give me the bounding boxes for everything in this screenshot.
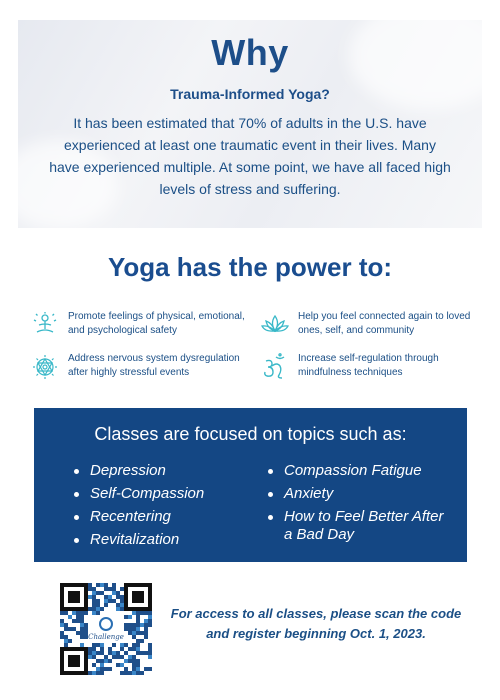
benefit-text: Address nervous system dysregulation after highly stressful events (68, 353, 240, 378)
qr-module (140, 623, 144, 627)
topic-item: Self-Compassion (72, 485, 252, 503)
qr-module (64, 643, 68, 647)
qr-module (64, 611, 68, 615)
qr-module (132, 611, 136, 615)
qr-code-image[interactable] (60, 583, 152, 675)
topic-list-left (72, 462, 252, 554)
qr-module (72, 611, 76, 615)
qr-module (140, 671, 144, 675)
qr-finder-center (132, 591, 144, 603)
qr-module (112, 651, 116, 655)
qr-module (128, 627, 132, 631)
qr-module (68, 639, 72, 643)
qr-module (60, 623, 64, 627)
topic-item: Revitalization (72, 531, 252, 549)
qr-module (88, 671, 92, 675)
qr-module (72, 627, 76, 631)
qr-module (80, 631, 84, 635)
qr-module (92, 599, 96, 603)
qr-module (124, 667, 128, 671)
qr-module (116, 651, 120, 655)
qr-module (120, 599, 124, 603)
qr-module (116, 603, 120, 607)
qr-module (112, 643, 116, 647)
qr-module (148, 655, 152, 659)
qr-module (124, 623, 128, 627)
qr-module (116, 591, 120, 595)
qr-module (112, 591, 116, 595)
qr-module (80, 619, 84, 623)
topic-item: Depression (72, 462, 252, 480)
qr-module (120, 595, 124, 599)
qr-module (108, 647, 112, 651)
qr-module (96, 603, 100, 607)
qr-module (76, 619, 80, 623)
qr-module (132, 643, 136, 647)
qr-module (80, 635, 84, 639)
qr-module (100, 651, 104, 655)
qr-module (112, 583, 116, 587)
qr-module (80, 623, 84, 627)
qr-module (136, 639, 140, 643)
qr-module (96, 583, 100, 587)
qr-module (112, 587, 116, 591)
qr-module (136, 651, 140, 655)
qr-module (136, 623, 140, 627)
qr-module (132, 671, 136, 675)
benefit-item-connection (260, 310, 470, 344)
qr-module (116, 663, 120, 667)
qr-module (96, 591, 100, 595)
qr-module (88, 583, 92, 587)
qr-module (140, 651, 144, 655)
qr-module (132, 635, 136, 639)
qr-module (120, 663, 124, 667)
qr-module (124, 651, 128, 655)
topic-item: How to Feel Better After a Bad Day (266, 508, 456, 544)
qr-module (120, 607, 124, 611)
power-heading: Yoga has the power to: (107, 252, 393, 282)
qr-module (108, 667, 112, 671)
meditation-person-icon (30, 310, 60, 340)
qr-module (100, 643, 104, 647)
qr-module (72, 619, 76, 623)
qr-module (96, 611, 100, 615)
qr-module (148, 611, 152, 615)
qr-module (100, 671, 104, 675)
classes-panel (34, 408, 467, 562)
qr-module (124, 659, 128, 663)
qr-module (136, 631, 140, 635)
qr-module (80, 643, 84, 647)
qr-module (128, 631, 132, 635)
qr-module (148, 615, 152, 619)
qr-module (104, 603, 108, 607)
qr-module (124, 643, 128, 647)
qr-module (60, 611, 64, 615)
qr-module (148, 623, 152, 627)
qr-module (92, 647, 96, 651)
qr-module (116, 607, 120, 611)
qr-module (132, 667, 136, 671)
hero-body-text: It has been estimated that 70% of adults in the U.S. have experienced at least one traumatic event in their lives. Many have experienced multiple. At some point, we have all faced high levels of stress and suffering. (49, 115, 451, 197)
qr-module (60, 619, 64, 623)
qr-module (80, 615, 84, 619)
qr-module (92, 595, 96, 599)
qr-module (120, 655, 124, 659)
benefit-item-nervous-system (30, 352, 240, 386)
qr-module (104, 655, 108, 659)
qr-module (140, 639, 144, 643)
qr-module (120, 671, 124, 675)
qr-module (92, 591, 96, 595)
qr-module (92, 607, 96, 611)
qr-module (132, 663, 136, 667)
qr-module (88, 595, 92, 599)
qr-module (132, 631, 136, 635)
qr-module (76, 611, 80, 615)
qr-module (124, 671, 128, 675)
chakra-icon (30, 352, 60, 382)
qr-module (132, 627, 136, 631)
qr-module (108, 659, 112, 663)
qr-module (104, 595, 108, 599)
qr-module (92, 603, 96, 607)
qr-module (104, 599, 108, 603)
qr-module (136, 663, 140, 667)
qr-module (132, 659, 136, 663)
qr-module (64, 639, 68, 643)
qr-module (128, 623, 132, 627)
qr-module (104, 659, 108, 663)
qr-module (92, 663, 96, 667)
qr-module (128, 647, 132, 651)
qr-module (104, 667, 108, 671)
qr-module (144, 651, 148, 655)
benefit-text: Help you feel connected again to loved ones, self, and community (298, 311, 471, 336)
qr-module (136, 647, 140, 651)
qr-module (96, 667, 100, 671)
qr-module (100, 667, 104, 671)
qr-module (96, 607, 100, 611)
qr-module (96, 671, 100, 675)
qr-module (136, 671, 140, 675)
benefit-item-safety (30, 310, 245, 344)
lotus-icon (260, 310, 290, 340)
qr-module (68, 615, 72, 619)
benefit-item-self-regulation (260, 352, 470, 386)
qr-module (88, 607, 92, 611)
topic-item: Compassion Fatigue (266, 462, 456, 480)
qr-module (148, 643, 152, 647)
qr-module (136, 659, 140, 663)
qr-module (108, 587, 112, 591)
qr-module (128, 655, 132, 659)
qr-module (144, 635, 148, 639)
qr-module (88, 587, 92, 591)
qr-module (84, 623, 88, 627)
qr-finder-center (68, 591, 80, 603)
qr-module (100, 663, 104, 667)
qr-module (108, 595, 112, 599)
qr-module (100, 591, 104, 595)
qr-module (60, 635, 64, 639)
qr-module (112, 599, 116, 603)
qr-module (128, 615, 132, 619)
qr-module (64, 623, 68, 627)
qr-module (104, 587, 108, 591)
qr-module (144, 631, 148, 635)
qr-module (136, 667, 140, 671)
qr-module (144, 623, 148, 627)
qr-module (124, 627, 128, 631)
qr-module (116, 595, 120, 599)
qr-module (112, 655, 116, 659)
qr-module (96, 659, 100, 663)
qr-module (148, 619, 152, 623)
qr-module (136, 615, 140, 619)
qr-module (120, 603, 124, 607)
qr-module (96, 599, 100, 603)
qr-module (84, 627, 88, 631)
qr-module (68, 627, 72, 631)
benefit-text: Promote feelings of physical, emotional, and psychological safety (68, 311, 245, 336)
qr-module (132, 623, 136, 627)
qr-module (80, 627, 84, 631)
qr-module (92, 611, 96, 615)
registration-qr-code[interactable] (60, 583, 152, 675)
access-instructions: For access to all classes, please scan the code and register beginning Oct. 1, 2023. (170, 606, 462, 641)
qr-module (88, 647, 92, 651)
hero-subtitle: Trauma-Informed Yoga? (170, 86, 330, 102)
qr-module (96, 651, 100, 655)
qr-module (104, 583, 108, 587)
qr-module (100, 659, 104, 663)
qr-module (92, 587, 96, 591)
qr-module (76, 631, 80, 635)
qr-module (92, 655, 96, 659)
qr-module (148, 667, 152, 671)
qr-module (108, 599, 112, 603)
qr-module (64, 627, 68, 631)
hero-title: Why (211, 32, 289, 73)
qr-module (120, 643, 124, 647)
qr-module (148, 651, 152, 655)
qr-module (84, 611, 88, 615)
qr-module (128, 659, 132, 663)
qr-module (108, 651, 112, 655)
classes-heading: Classes are focused on topics such as: (94, 424, 407, 444)
qr-module (132, 655, 136, 659)
topic-item: Recentering (72, 508, 252, 526)
qr-module (144, 627, 148, 631)
qr-module (92, 643, 96, 647)
benefit-text: Increase self-regulation through mindfulness techniques (298, 353, 439, 378)
qr-module (76, 615, 80, 619)
qr-module (144, 667, 148, 671)
qr-module (124, 615, 128, 619)
qr-module (136, 619, 140, 623)
qr-module (100, 647, 104, 651)
qr-module (144, 619, 148, 623)
qr-module (120, 647, 124, 651)
qr-finder-center (68, 655, 80, 667)
topic-item: Anxiety (266, 485, 456, 503)
qr-module (136, 611, 140, 615)
qr-module (60, 631, 64, 635)
qr-module (92, 671, 96, 675)
qr-module (136, 627, 140, 631)
topic-list-right (266, 462, 456, 549)
hero-banner (18, 20, 482, 228)
qr-module (144, 611, 148, 615)
qr-module (100, 607, 104, 611)
qr-module (88, 651, 92, 655)
qr-module (132, 647, 136, 651)
qr-module (92, 651, 96, 655)
qr-module (120, 587, 124, 591)
om-icon (260, 352, 290, 382)
qr-module (64, 635, 68, 639)
qr-module (100, 583, 104, 587)
qr-module (96, 643, 100, 647)
qr-module (116, 655, 120, 659)
qr-logo-label: Challenge (88, 633, 124, 641)
qr-module (128, 671, 132, 675)
qr-module (140, 631, 144, 635)
qr-module (148, 647, 152, 651)
qr-module (136, 643, 140, 647)
qr-module (140, 611, 144, 615)
qr-module (88, 655, 92, 659)
qr-module (80, 611, 84, 615)
